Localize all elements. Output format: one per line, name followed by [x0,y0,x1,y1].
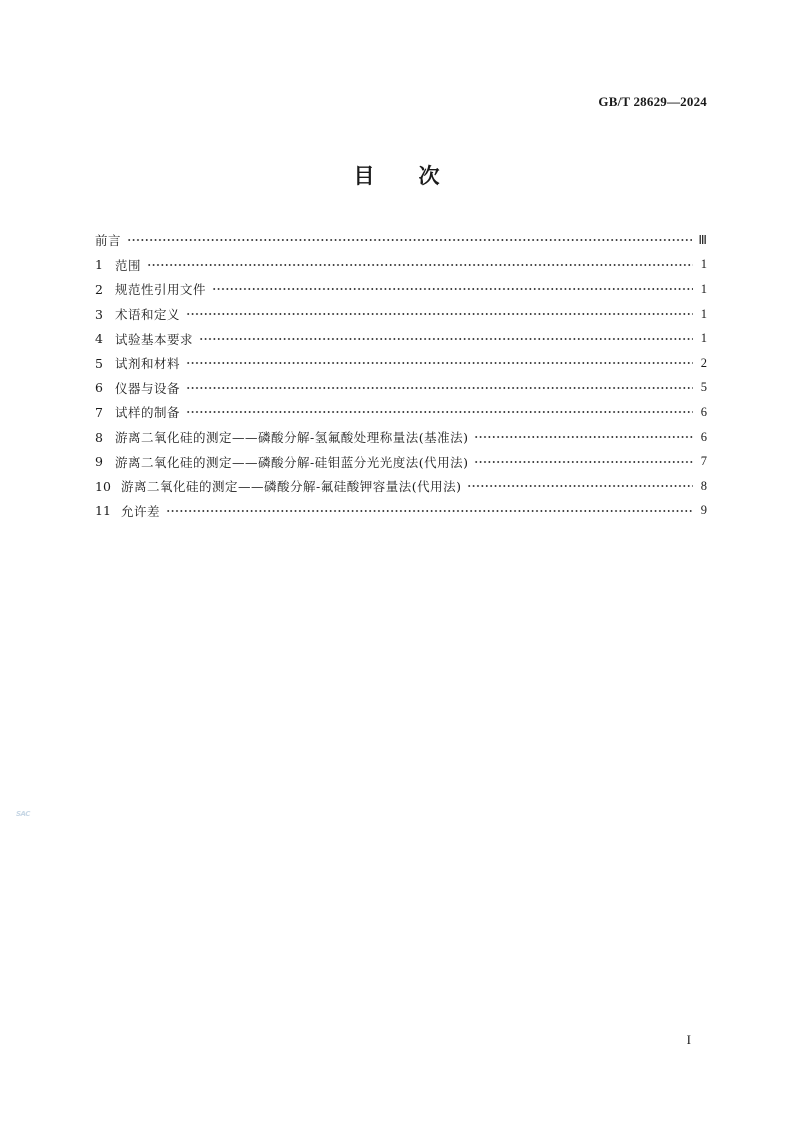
toc-entry-title: 试验基本要求 [115,331,194,347]
toc-leader-dots [186,308,693,320]
toc-entry-page: 8 [700,478,707,493]
toc-leader-dots [147,259,693,271]
toc-leader-dots [474,431,693,443]
toc-entry-page: 5 [700,380,707,395]
toc-leader-dots [212,283,693,295]
toc-entry-page: 9 [700,503,707,518]
standard-number: GB/T 28629—2024 [598,94,707,109]
toc-entry-page: 1 [700,306,707,321]
toc-entry-title: 规范性引用文件 [115,282,207,298]
toc-entry-8[interactable] [95,425,707,450]
toc-entry-1[interactable] [95,253,707,278]
toc-entry-9[interactable] [95,449,707,474]
sac-watermark-logo: SAC [16,810,30,818]
toc-leader-dots [166,505,693,517]
toc-entry-page: 2 [700,355,707,370]
toc-entry-number: 7 [95,404,103,420]
toc-entry-page: 7 [700,454,707,469]
toc-leader-dots [186,406,693,418]
toc-entry-title: 仪器与设备 [115,380,181,396]
toc-entry-title: 前言 [95,233,122,249]
toc-entry-title: 游离二氧化硅的测定——磷酸分解-氟硅酸钾容量法(代用法) [121,479,462,495]
toc-leader-dots [127,234,692,246]
toc-leader-dots [467,480,693,492]
toc-entry-title: 范围 [115,257,142,273]
page-number: I [686,1032,691,1047]
toc-entry-10[interactable] [95,474,707,499]
toc-entry-title: 游离二氧化硅的测定——磷酸分解-氢氟酸处理称量法(基准法) [115,430,469,446]
toc-entry-6[interactable] [95,376,707,401]
toc-entry-page: 6 [700,404,707,419]
toc-entry-page: Ⅲ [698,233,707,248]
toc-entry-foreword[interactable] [95,228,707,253]
toc-entry-number: 6 [95,380,103,396]
toc-entry-title: 游离二氧化硅的测定——磷酸分解-硅钼蓝分光光度法(代用法) [115,454,469,470]
toc-entry-title: 术语和定义 [115,307,181,323]
toc-entry-page: 1 [700,281,707,296]
toc-entry-number: 1 [95,257,103,273]
toc-leader-dots [474,456,693,468]
toc-entry-title: 试剂和材料 [115,356,181,372]
toc-entry-number: 4 [95,331,103,347]
page-title: 目次 [353,164,484,188]
toc-entry-2[interactable] [95,277,707,302]
toc-entry-7[interactable] [95,400,707,425]
toc-entry-page: 1 [700,331,707,346]
toc-entry-number: 9 [95,454,103,470]
toc-entry-title: 允许差 [121,503,161,519]
toc-entry-4[interactable] [95,326,707,351]
toc-entry-number: 11 [95,503,111,519]
toc-entry-page: 6 [700,429,707,444]
toc-leader-dots [186,382,693,394]
toc-entry-number: 8 [95,429,103,445]
toc-entry-number: 2 [95,281,103,297]
table-of-contents [95,228,707,523]
toc-entry-5[interactable] [95,351,707,376]
toc-leader-dots [186,357,693,369]
toc-entry-number: 3 [95,306,103,322]
toc-entry-11[interactable] [95,499,707,524]
toc-leader-dots [199,333,693,345]
toc-entry-number: 10 [95,478,111,494]
toc-entry-page: 1 [700,257,707,272]
toc-entry-number: 5 [95,355,103,371]
toc-entry-title: 试样的制备 [115,405,181,421]
toc-entry-3[interactable] [95,302,707,327]
